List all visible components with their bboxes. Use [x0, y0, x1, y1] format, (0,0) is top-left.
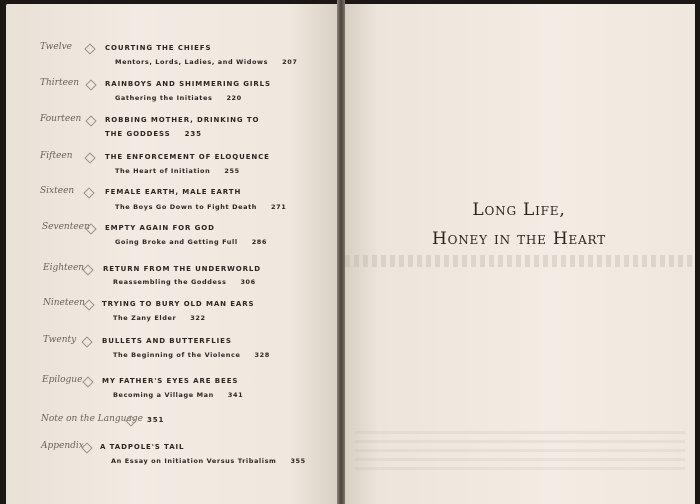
chapter-subtitle: Reassembling the Goddess 306: [113, 278, 256, 286]
chapter-subtitle: An Essay on Initiation Versus Tribalism 355: [111, 457, 306, 465]
chapter-page: 255: [224, 167, 240, 175]
chapter-number: Thirteen: [40, 78, 80, 88]
chapter-subtitle: The Beginning of the Violence 328: [113, 351, 270, 359]
chapter-page: 207: [282, 58, 298, 66]
right-page-half-title: [343, 4, 695, 504]
chapter-title: FEMALE EARTH, MALE EARTH: [105, 188, 242, 196]
chapter-title-continued: THE GODDESS 235: [105, 130, 202, 138]
chapter-title: EMPTY AGAIN FOR GOD: [105, 224, 215, 232]
chapter-number: Appendix: [41, 441, 84, 451]
chapter-page: 351: [147, 416, 165, 424]
chapter-page: 328: [254, 351, 270, 359]
chapter-title: MY FATHER'S EYES ARE BEES: [102, 377, 239, 385]
book-title-line-1: Long Life,: [472, 200, 566, 220]
chapter-title: THE ENFORCEMENT OF ELOQUENCE: [105, 153, 270, 161]
chapter-subtitle: The Boys Go Down to Fight Death 271: [115, 203, 287, 211]
chapter-number: Fifteen: [40, 151, 73, 161]
chapter-number: Twenty: [43, 335, 77, 345]
chapter-page: 355: [290, 457, 306, 465]
book-title-line-2: Honey in the Heart: [431, 229, 606, 249]
chapter-number: Seventeen: [42, 222, 90, 232]
chapter-title: A TADPOLE'S TAIL: [100, 443, 185, 451]
chapter-title: BULLETS AND BUTTERFLIES: [102, 337, 232, 345]
chapter-subtitle: Going Broke and Getting Full 286: [115, 238, 268, 246]
show-through-texture: [355, 430, 685, 470]
chapter-page: 271: [271, 203, 287, 211]
chapter-page: 322: [190, 314, 206, 322]
chapter-number: Fourteen: [40, 114, 82, 124]
chapter-title: COURTING THE CHIEFS: [105, 44, 212, 52]
chapter-number: Twelve: [40, 42, 73, 52]
chapter-page: 220: [226, 94, 242, 102]
book-half-title: [343, 196, 695, 254]
chapter-number: Epilogue: [42, 375, 83, 385]
chapter-subtitle: The Zany Elder 322: [113, 314, 206, 322]
chapter-page: 341: [227, 391, 244, 399]
chapter-title: ROBBING MOTHER, DRINKING TO: [105, 116, 260, 124]
chapter-number: Nineteen: [43, 298, 85, 308]
chapter-page: 286: [251, 238, 268, 246]
chapter-subtitle: The Heart of Initiation 255: [115, 167, 240, 175]
chapter-page: 235: [184, 130, 202, 138]
chapter-title: TRYING TO BURY OLD MAN EARS: [102, 300, 255, 308]
chapter-title: RETURN FROM THE UNDERWORLD: [103, 265, 261, 273]
chapter-number: Note on the Language: [41, 414, 143, 424]
chapter-page: 306: [240, 278, 256, 286]
chapter-subtitle: Mentors, Lords, Ladies, and Widows 207: [115, 58, 298, 66]
chapter-number: Eighteen: [43, 263, 85, 273]
chapter-subtitle: Gathering the Initiates 220: [115, 94, 242, 102]
show-through-texture: [345, 255, 693, 267]
chapter-subtitle: Becoming a Village Man 341: [113, 391, 244, 399]
chapter-title: RAINBOYS AND SHIMMERING GIRLS: [105, 80, 271, 88]
chapter-number: Sixteen: [40, 186, 75, 196]
